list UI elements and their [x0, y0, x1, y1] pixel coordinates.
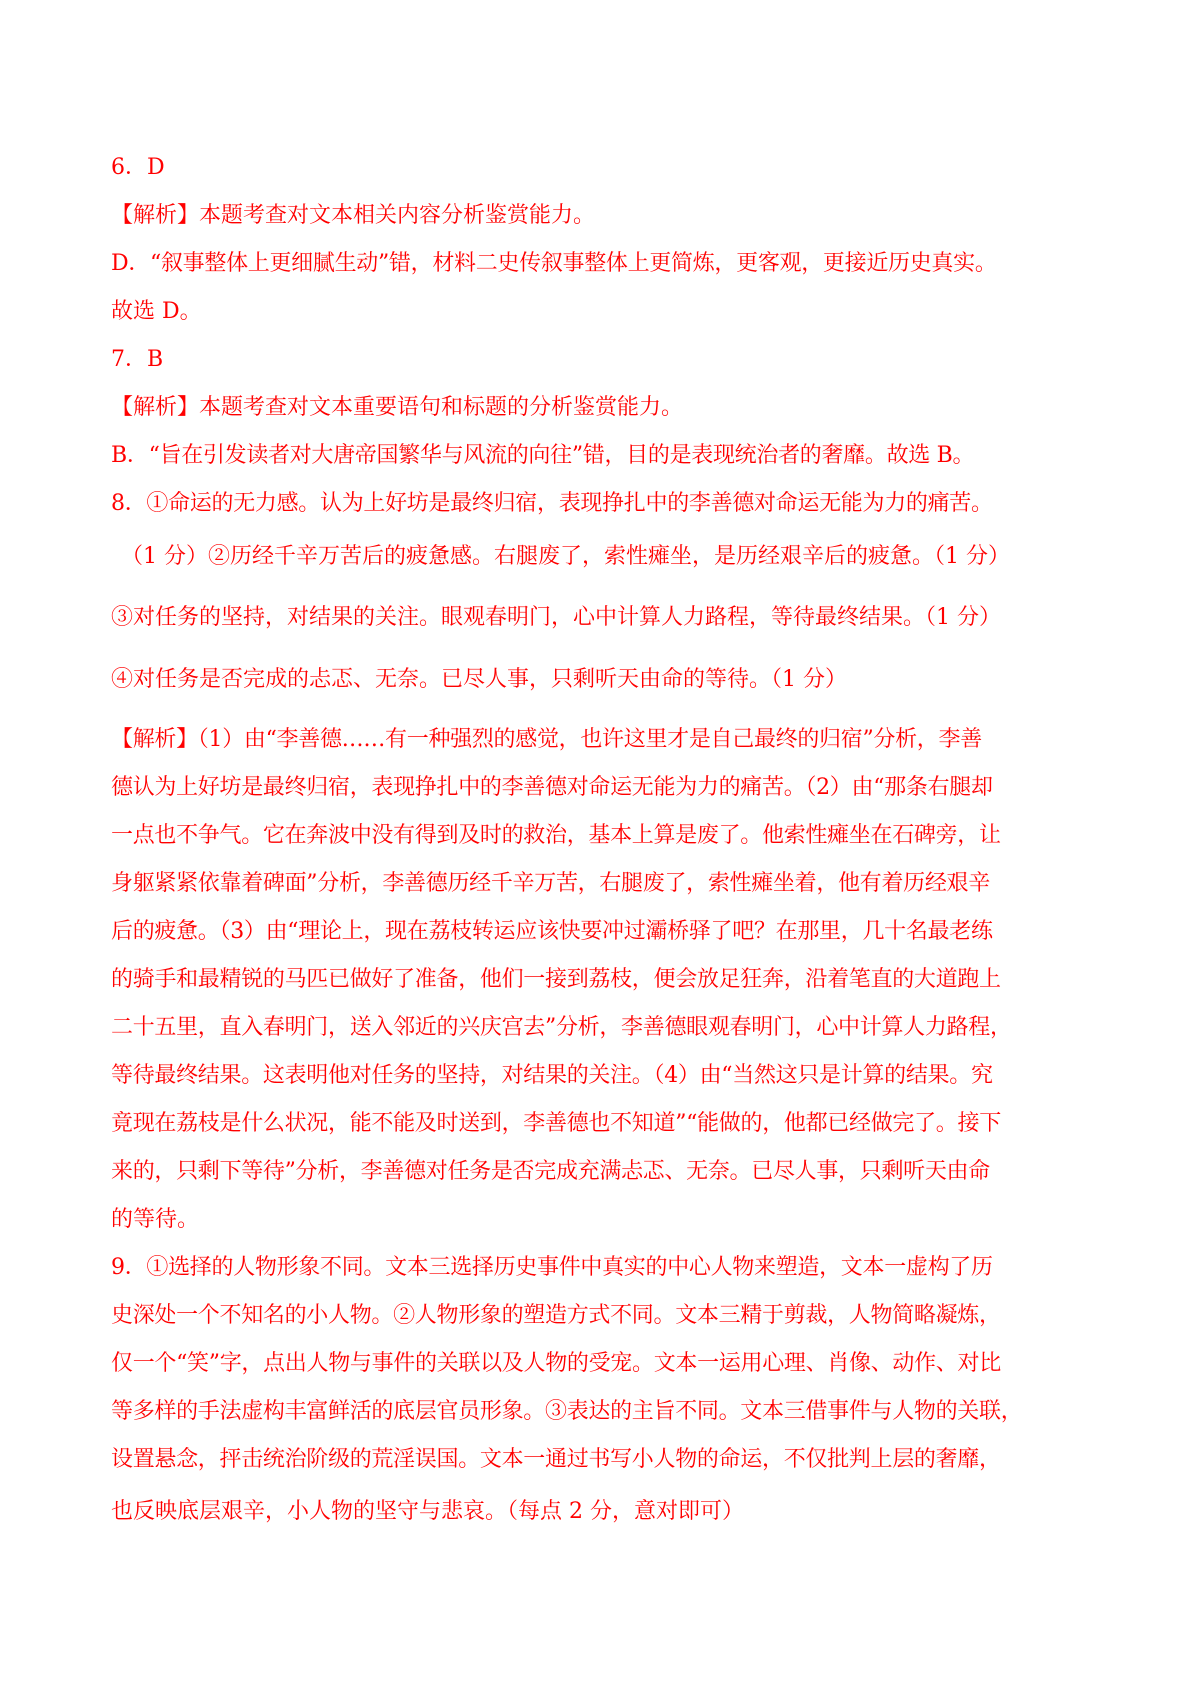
q8-analysis-line: 【解析】（1）由“李善德……有一种强烈的感觉，也许这里才是自己最终的归宿”分析，李善 [111, 727, 982, 752]
q8-analysis-line: 身躯紧紧依靠着碑面”分析，李善德历经千辛万苦，右腿废了，索性瘫坐着，他有着历经艰辛 [111, 871, 990, 896]
q8-analysis-line: 的骑手和最精锐的马匹已做好了准备，他们一接到荔枝，便会放足狂奔，沿着笔直的大道跑上 [111, 967, 1001, 992]
q8-analysis-line: 二十五里，直入春明门，送入邻近的兴庆宫去”分析，李善德眼观春明门，心中计算人力路程， [111, 1015, 1012, 1040]
q8-answer-line: ④对任务是否完成的忐忑、无奈。已尽人事，只剩听天由命的等待。（1 分） [111, 667, 847, 692]
q9-answer-line: 仅一个“笑”字，点出人物与事件的关联以及人物的受宠。文本一运用心理、肖像、动作、对比 [111, 1351, 1001, 1376]
q8-analysis-line: 德认为上好坊是最终归宿，表现挣扎中的李善德对命运无能为力的痛苦。（2）由“那条右腿却 [111, 775, 993, 800]
q9-answer-line: 9．①选择的人物形象不同。文本三选择历史事件中真实的中心人物来塑造，文本一虚构了历 [111, 1255, 993, 1280]
q8-answer-line: ③对任务的坚持，对结果的关注。眼观春明门，心中计算人力路程，等待最终结果。（1 分） [111, 605, 1001, 630]
q8-answer-line: （1 分）②历经千辛万苦后的疲惫感。右腿废了，索性瘫坐，是历经艰辛后的疲惫。（1 分） [121, 544, 1010, 569]
q6-answer: 6．D [111, 155, 165, 180]
q8-analysis-line: 等待最终结果。这表明他对任务的坚持，对结果的关注。（4）由“当然这只是计算的结果。究 [111, 1063, 993, 1088]
q6-analysis: 【解析】本题考查对文本相关内容分析鉴赏能力。 [111, 203, 596, 228]
q9-answer-line: 等多样的手法虚构丰富鲜活的底层官员形象。③表达的主旨不同。文本三借事件与人物的关联， [111, 1399, 1023, 1424]
q9-answer-line: 设置悬念，抨击统治阶级的荒淫误国。文本一通过书写小人物的命运，不仅批判上层的奢靡， [111, 1447, 1001, 1472]
q6-explanation-line: D．“叙事整体上更细腻生动”错，材料二史传叙事整体上更简炼，更客观，更接近历史真实。 [111, 251, 997, 276]
q6-explanation-line: 故选 D。 [111, 299, 202, 324]
q8-analysis-line: 一点也不争气。它在奔波中没有得到及时的救治，基本上算是废了。他索性瘫坐在石碑旁，让 [111, 823, 1001, 848]
q9-answer-line: 史深处一个不知名的小人物。②人物形象的塑造方式不同。文本三精于剪裁，人物简略凝炼， [111, 1303, 1001, 1328]
q7-analysis: 【解析】本题考查对文本重要语句和标题的分析鉴赏能力。 [111, 395, 684, 420]
q7-answer: 7．B [111, 347, 164, 372]
q8-answer-line: 8．①命运的无力感。认为上好坊是最终归宿，表现挣扎中的李善德对命运无能为力的痛苦。 [111, 491, 993, 516]
q8-analysis-line: 后的疲惫。（3）由“理论上，现在荔枝转运应该快要冲过灞桥驿了吧？在那里，几十名最老练 [111, 919, 993, 944]
q8-analysis-line: 竟现在荔枝是什么状况，能不能及时送到，李善德也不知道”“能做的，他都已经做完了。接下 [111, 1111, 1001, 1136]
q8-analysis-line: 的等待。 [111, 1207, 200, 1232]
q7-explanation-line: B．“旨在引发读者对大唐帝国繁华与风流的向往”错，目的是表现统治者的奢靡。故选 B。 [111, 443, 975, 468]
q9-answer-line: 也反映底层艰辛，小人物的坚守与悲哀。（每点 2 分，意对即可） [111, 1499, 744, 1524]
q8-analysis-line: 来的，只剩下等待”分析，李善德对任务是否完成充满忐忑、无奈。已尽人事，只剩听天由命 [111, 1159, 990, 1184]
